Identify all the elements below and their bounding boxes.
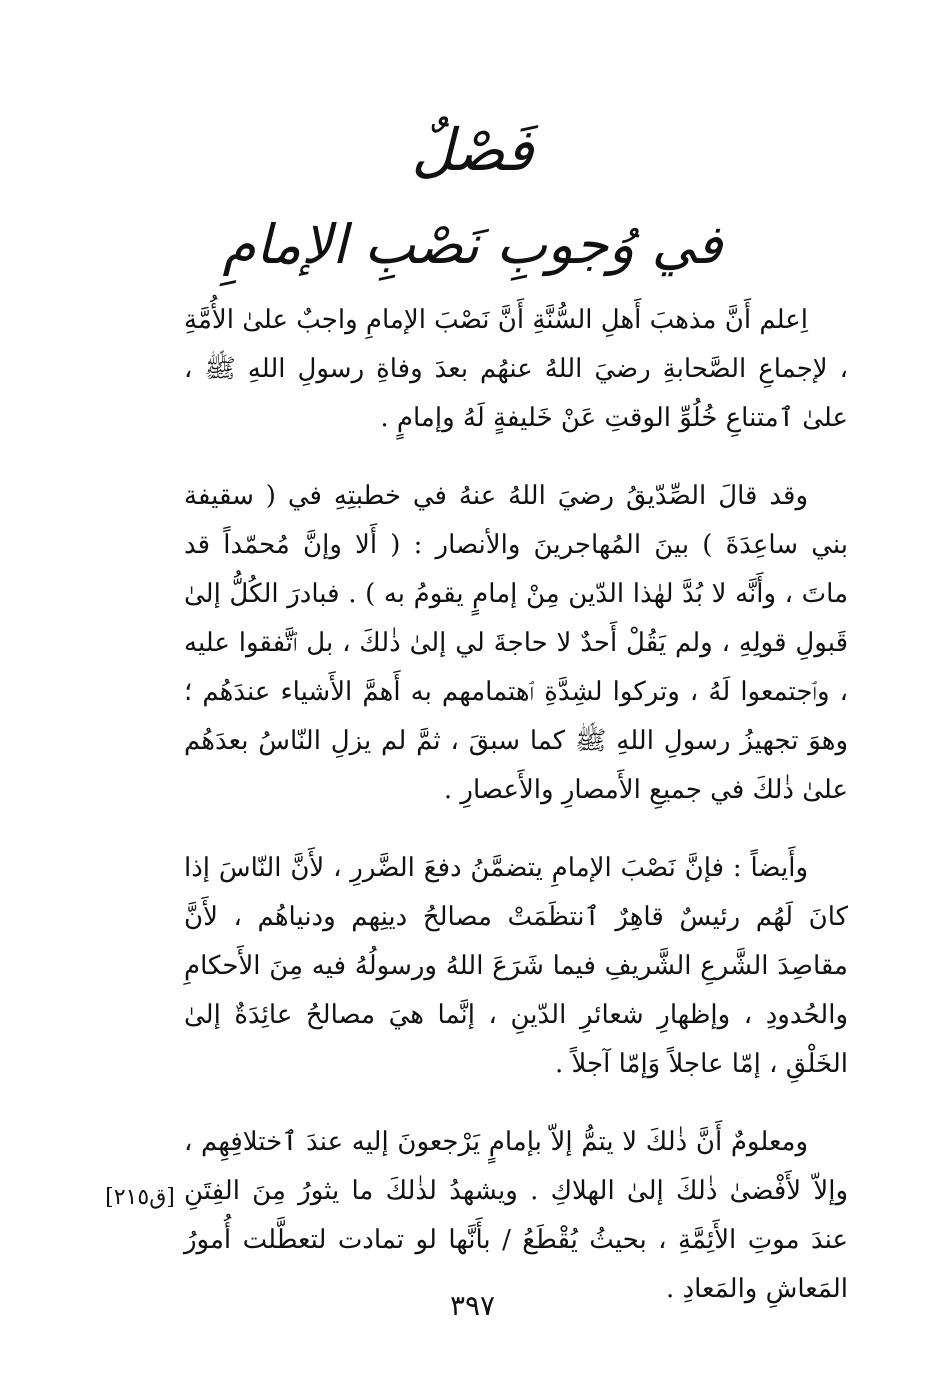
section-subtitle: في وُجوبِ نَصْبِ الإمامِ [222, 213, 723, 276]
paragraph-4: ومعلومٌ أَنَّ ذٰلكَ لا يتمُّ إلاّ بإمامٍ يَرْجعونَ إليه عندَ ٱختلافِهِم ، وإلاّ لأَفْضىٰ ذٰلكَ إلىٰ الهلاكِ . ويشهدُ لذٰلكَ ما يثورُ مِنَ الفِتَنِ عندَ موتِ الأَئِمَّةِ ، بحيثُ يُقْطَعُ / بأَنَّها لو تمادت لتعطَّلت أُمورُ المَعاشِ والمَعادِ . [184, 1127, 848, 1304]
page-number: ٣٩٧ [449, 1289, 496, 1322]
paragraph-1: اِعلم أَنَّ مذهبَ أَهلِ السُّنَّةِ أَنَّ نَصْبَ الإمامِ واجبٌ علىٰ الأُمَّةِ ، لإجماعِ الصَّحابةِ رضيَ اللهُ عنهُم بعدَ وفاةِ رسولِ اللهِ ﷺ ، علىٰ ٱمتناعِ خُلُوِّ الوقتِ عَنْ خَليفةٍ لَهُ وإمامٍ . [184, 305, 848, 433]
section-title: فَصْلٌ [411, 116, 534, 184]
paragraph-2: وقد قالَ الصِّدّيقُ رضيَ اللهُ عنهُ في خطبتِهِ في ( سقيفة بني ساعِدَةَ ) بينَ المُهاجرينَ والأنصار : ( أَلا وإنَّ مُحمّداً قد ماتَ ، وأَنَّه لا بُدَّ لهٰذا الدّين مِنْ إمامٍ يقومُ به ) . فبادرَ الكُلُّ إلىٰ قَبولِ قولِهِ ، ولم يَقُلْ أَحدٌ لا حاجةَ لي إلىٰ ذٰلكَ ، بل ٱتَّفقوا عليه ، وٱجتمعوا لَهُ ، وتركوا لشِدَّةِ ٱهتمامهم به أَهمَّ الأَشياء عندَهُم ؛ وهوَ تجهيزُ رسولِ اللهِ ﷺ كما سبقَ ، ثمَّ لم يزلِ النّاسُ بعدَهُم علىٰ ذٰلكَ في جميعِ الأَمصارِ والأَعصارِ . [184, 481, 848, 805]
manuscript-folio-note: [ق٢١٥] [105, 1185, 175, 1210]
paragraph-3: وأَيضاً : فإنَّ نَصْبَ الإمامِ يتضمَّنُ دفعَ الضَّررِ ، لأَنَّ النّاسَ إذا كانَ لَهُم رئيسٌ قاهِرٌ ٱنتظَمَتْ مصالحُ دينِهم ودنياهُم ، لأَنَّ مقاصِدَ الشَّرعِ الشَّريفِ فيما شَرَعَ اللهُ ورسولُهُ فيه مِنَ الأَحكامِ والحُدودِ ، وإظهارِ شعائرِ الدّينِ ، إنَّما هيَ مصالحُ عائِدَةٌ إلىٰ الخَلْقِ ، إمّا عاجلاً وَإمّا آجلاً . [184, 853, 848, 1079]
body-text [184, 296, 848, 1314]
